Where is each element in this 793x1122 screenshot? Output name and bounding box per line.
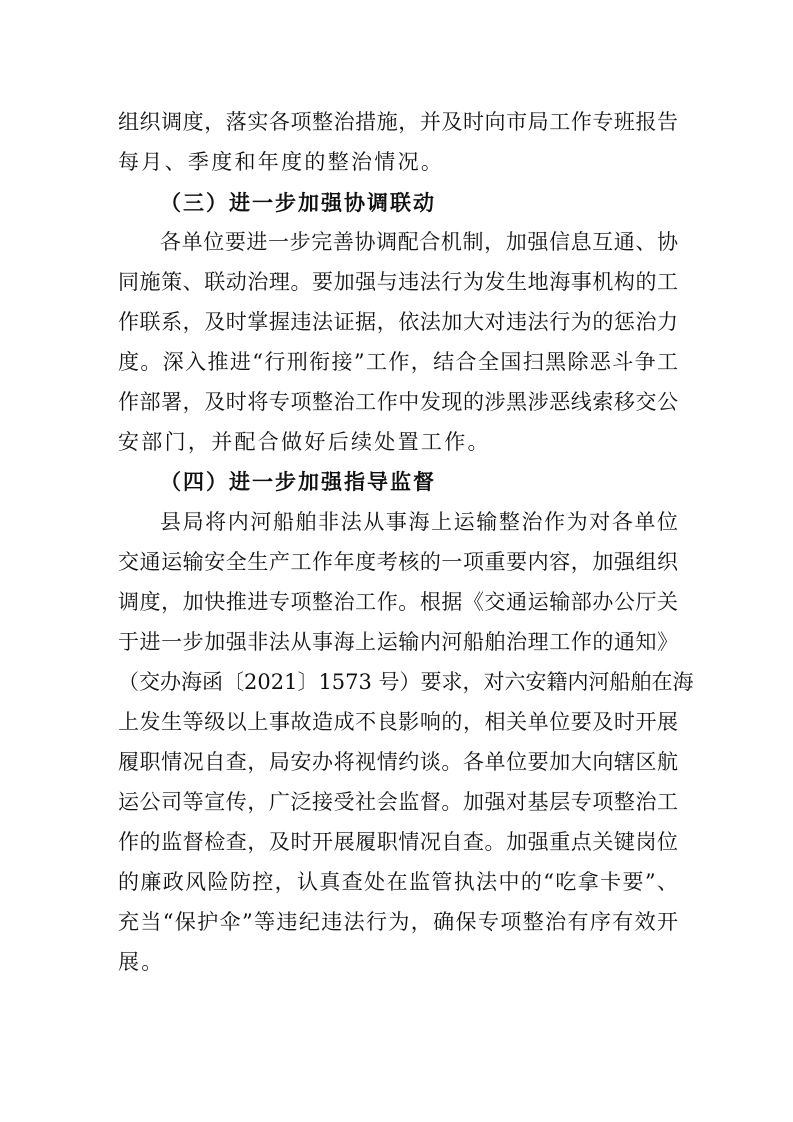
body-text-line: （交办海函〔2021〕1573 号）要求，对六安籍内河船舶在海 [118,670,694,694]
body-text-line: 交通运输安全生产工作年度考核的一项重要内容，加强组织 [118,550,678,574]
body-text-line: 度。深入推进“行刑衔接”工作，结合全国扫黑除恶斗争工 [118,350,678,374]
body-text-line: 的廉政风险防控，认真查处在监管执法中的“吃拿卡要”、 [118,870,678,894]
body-text-line: 充当“保护伞”等违纪违法行为，确保专项整治有序有效开 [118,910,678,934]
body-text-line: 作联系，及时掌握违法证据，依法加大对违法行为的惩治力 [118,310,678,334]
body-text-line: 运公司等宣传，广泛接受社会监督。加强对基层专项整治工 [118,790,678,814]
section-heading-4: （四）进一步加强指导监督 [160,470,436,494]
body-text-line: 各单位要进一步完善协调配合机制，加强信息互通、协 [160,230,678,254]
body-text-line: 组织调度，落实各项整治措施，并及时向市局工作专班报告 [118,110,678,134]
body-text-line: 履职情况自查，局安办将视情约谈。各单位要加大向辖区航 [118,750,678,774]
body-text-line: 调度，加快推进专项整治工作。根据《交通运输部办公厅关 [118,590,678,614]
section-heading-3: （三）进一步加强协调联动 [160,191,436,215]
body-text-line: 作的监督检查，及时开展履职情况自查。加强重点关键岗位 [118,830,678,854]
body-text-line: 安部门，并配合做好后续处置工作。 [118,430,491,454]
body-text-line: 每月、季度和年度的整治情况。 [118,150,445,174]
body-text-line: 县局将内河船舶非法从事海上运输整治作为对各单位 [160,510,678,534]
body-text-line: 上发生等级以上事故造成不良影响的，相关单位要及时开展 [118,710,678,734]
body-text-line: 作部署，及时将专项整治工作中发现的涉黑涉恶线索移交公 [118,390,678,414]
body-text-line: 同施策、联动治理。要加强与违法行为发生地海事机构的工 [118,270,678,294]
body-text-line: 展。 [118,950,165,974]
body-text-line: 于进一步加强非法从事海上运输内河船舶治理工作的通知》 [118,630,678,654]
